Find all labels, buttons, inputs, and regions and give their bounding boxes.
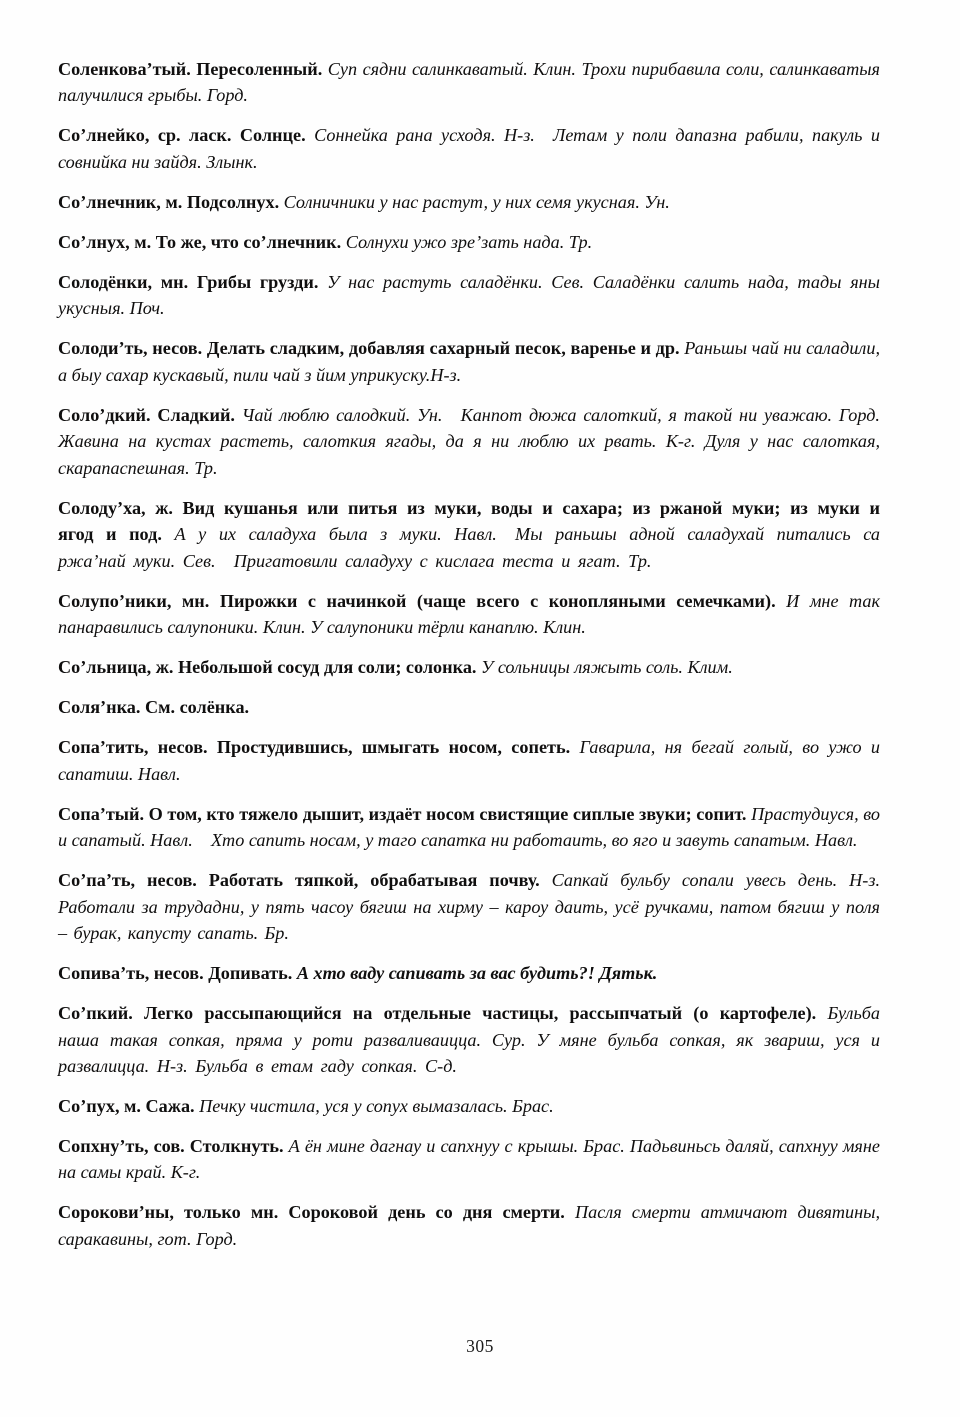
- entry-headword: Солодёнки, мн. Грибы грузди.: [58, 271, 319, 292]
- entry-example: А хто ваду сапивать за вас будить?! Дятьк.: [296, 963, 658, 984]
- dictionary-entry: [58, 1133, 880, 1186]
- entry-headword: Сопиваʼть, несов. Допивать.: [58, 963, 293, 984]
- entry-headword: Соʼлнечник, м. Подсолнух.: [58, 191, 280, 212]
- dictionary-entry: [58, 56, 880, 109]
- entry-example: Раньшы чай ни саладили, а быу сахар кускавый, пили чай з йим уприкуску.Н-з.: [58, 338, 880, 385]
- dictionary-entry: [58, 269, 880, 322]
- entry-example: И мне так панаравились салупоники. Клин. У салупоники тёрли канаплю. Клин.: [58, 590, 881, 638]
- entry-headword: Соʼпкий. Легко рассыпающийся на отдельные частицы, рассыпчатый (о картофеле).: [58, 1003, 817, 1024]
- entry-headword: Со’па’ть, несов. Работать тяпкой, обрабатывая почву.: [58, 870, 540, 891]
- entry-headword: Солупоʼники, мн. Пирожки с начинкой (чаще всего с конопляными семечками).: [58, 590, 776, 611]
- dictionary-entry: [58, 402, 880, 481]
- entry-example: Пасля смерти атмичают дивятины, саракавины, гот. Горд.: [58, 1202, 881, 1249]
- entry-headword: Соленковаʼтый. Пересоленный.: [58, 59, 323, 79]
- dictionary-entry: [58, 1093, 880, 1119]
- entry-example: Суп сядни салинкаватый. Клин. Трохи пирибавила соли, салинкаватыя палучилися грыбы. Горд.: [58, 59, 880, 106]
- entry-headword: Соʼльница, ж. Небольшой сосуд для соли; солонка.: [58, 657, 477, 678]
- entry-headword: Соляʼнка. См. солёнка.: [58, 697, 250, 718]
- entry-example: Прастудиуся, во и сапатый. Навл. Хто сапить носам, у таго сапатка ни работаить, во яго и завуть сапатым. Навл.: [58, 803, 880, 851]
- entry-headword: Сопхнуʼть, сов. Столкнуть.: [58, 1136, 284, 1156]
- entry-headword: Сороковиʼны, только мн. Сороковой день со дня смерти.: [58, 1202, 565, 1223]
- dictionary-entry: [58, 495, 880, 574]
- entry-headword: Солодуʼха, ж. Вид кушанья или питья из муки, воды и сахара; из ржаной муки; из муки и ягод и под.: [58, 497, 880, 545]
- entry-example: Чай люблю салодкий. Ун. Канпот дюжа салоткий, я такой ни уважаю. Горд. Жавина на кустах растеть, салоткия ягады, да я ни люблю их рвать. К-г. Дуля у нас салоткая, скарапаспешная. Тр.: [58, 404, 880, 478]
- dictionary-entry: [58, 122, 880, 175]
- entry-headword: Сопаʼтить, несов. Простудившись, шмыгать носом, сопеть.: [58, 737, 571, 758]
- dictionary-entry: [58, 588, 880, 641]
- dictionary-entry: [58, 654, 880, 680]
- entry-example: Гаварила, ня бегай голый, во ужо и сапатиш. Навл.: [58, 737, 881, 784]
- dictionary-entry: [58, 867, 880, 946]
- entry-example: У нас растуть саладёнки. Сев. Саладёнки салить нада, тады яны укусныя. Поч.: [58, 271, 881, 319]
- entry-headword: Соʼлнух, м. То же, что соʼлнечник.: [58, 231, 342, 252]
- dictionary-entry: [58, 229, 880, 255]
- dictionary-entry: [58, 189, 880, 215]
- entry-headword: Соʼпух, м. Сажа.: [58, 1096, 195, 1117]
- entry-headword: Сопаʼтый. О том, кто тяжело дышит, издаёт носом свистящие сиплые звуки; сопит.: [58, 803, 747, 824]
- entry-example: А у их саладуха была з муки. Навл. Мы раньшы адной саладухай питались са ржаʼнай муки. Сев. Пригатовили саладуху с кислага теста и ягат. Тр.: [58, 524, 880, 571]
- dictionary-entry: [58, 1199, 880, 1252]
- entry-example: Солничники у нас растут, у них семя укусная. Ун.: [283, 191, 670, 212]
- entry-example: Солнухи ужо зреʼзать нада. Тр.: [345, 231, 593, 252]
- dictionary-entry: [58, 1000, 880, 1079]
- entry-example: Соннейка рана усходя. Н-з. Летам у поли дапазна рабили, пакуль и совнийка ни зайдя. Злынк.: [58, 125, 880, 172]
- entry-headword: Солоʼдкий. Сладкий.: [58, 404, 235, 425]
- entry-example: Сапкай бульбу сопали увесь день. Н-з. Работали за трудадни, у пять часоу бягиш на хирму – кароу даить, усё ручками, патом бягиш у поля – бурак, капусту сапать. Бр.: [58, 870, 880, 944]
- page-number: 305: [466, 1336, 494, 1356]
- entry-example: У сольницы ляжыть соль. Клим.: [481, 657, 733, 678]
- entry-headword: Солодиʼть, несов. Делать сладким, добавляя сахарный песок, варенье и др.: [58, 338, 680, 359]
- dictionary-entry: [58, 694, 880, 720]
- dictionary-entry: [58, 335, 880, 388]
- entry-headword: Соʼлнейко, ср. ласк. Солнце.: [58, 125, 306, 146]
- dictionary-entry: [58, 734, 880, 787]
- entry-example: Печку чистила, уся у сопух вымазалась. Брас.: [199, 1096, 554, 1117]
- entry-example: А ён мине дагнау и сапхнуу с крышы. Брас. Падьвиньсь даляй, сапхнуу мяне на самы край. К-г.: [58, 1136, 880, 1183]
- dictionary-entry: [58, 960, 880, 986]
- entry-column: [58, 56, 880, 1252]
- dictionary-entry: [58, 801, 880, 854]
- entry-example: Бульба наша такая сопкая, пряма у роти разваливаицца. Сур. У мяне бульба сопкая, як звариш, уся и развалицца. Н-з. Бульба в етам гаду сопкая. С-д.: [58, 1003, 880, 1077]
